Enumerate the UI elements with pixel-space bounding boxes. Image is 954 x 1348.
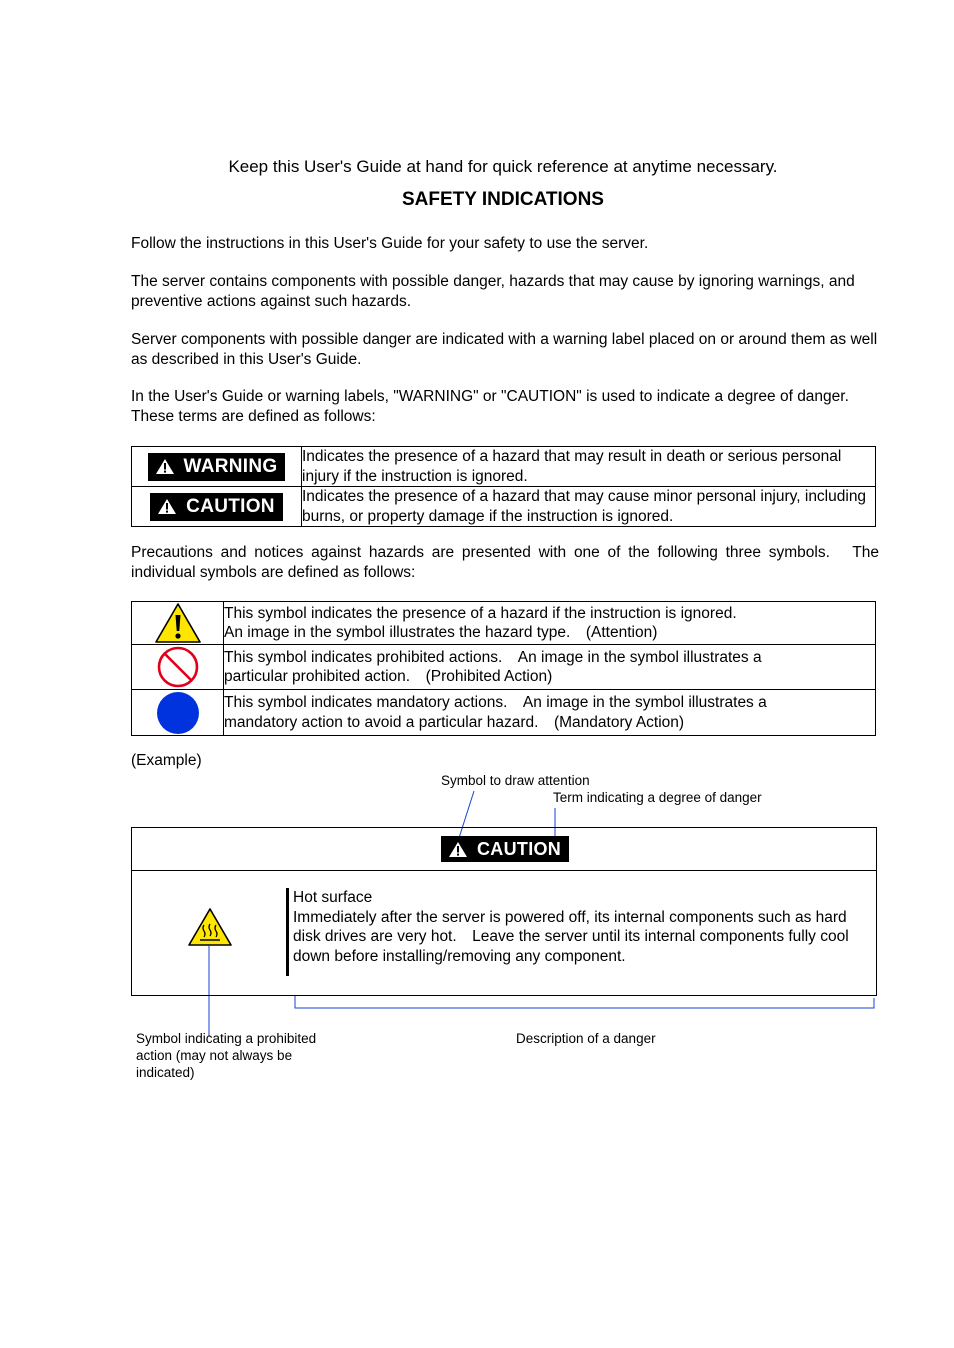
hot-surface-icon (187, 907, 233, 947)
warning-label: WARNING (183, 455, 278, 477)
example-caution-badge (441, 836, 569, 862)
paragraph-1: Follow the instructions in this User's Guide for your safety to use the server. (131, 235, 649, 252)
intro-text: Keep this User's Guide at hand for quick reference at anytime necessary. (228, 157, 778, 176)
callout-prohibited-symbol: Symbol indicating a prohibited action (may not always be indicated) (136, 1031, 317, 1080)
example-label: (Example) (131, 752, 202, 769)
example-header (132, 828, 876, 871)
page-title: SAFETY INDICATIONS (402, 189, 604, 210)
callout-symbol-to-draw-attention: Symbol to draw attention (441, 773, 590, 788)
mandatory-line-2: mandatory action to avoid a particular hazard. (Mandatory Action) (224, 713, 685, 731)
paragraph-3: Server components with possible danger are indicated with a warning label placed on or around them as well as described in this User's Guide. (131, 331, 878, 368)
mandatory-line-1: This symbol indicates mandatory actions. An image in the symbol illustrates a (224, 694, 767, 711)
hot-surface-heading: Hot surface (293, 889, 373, 906)
caution-label: CAUTION (186, 495, 275, 517)
paragraph-2: The server contains components with possible danger, hazards that may cause by ignoring warnings, and preventive actions against such hazards. (131, 273, 855, 310)
example-caution-label: CAUTION (477, 838, 562, 859)
attention-line-2: An image in the symbol illustrates the hazard type. (Attention) (224, 624, 658, 641)
callout-description-of-danger: Description of a danger (516, 1031, 656, 1046)
example-caution-box (131, 827, 877, 996)
warning-triangle-icon (448, 841, 468, 858)
prohibited-line-2: particular prohibited action. (Prohibited Action) (224, 668, 553, 685)
description-bar (286, 888, 289, 976)
symbols-intro: Precautions and notices against hazards are presented with one of the following three symbols. The individual symbols are defined as follows: (131, 544, 879, 581)
hot-surface-body: Immediately after the server is powered off, its internal components such as hard disk drives are very hot. Leave the server until its internal components fully cool down before installing/removing any component. (293, 908, 849, 965)
attention-line-1: This symbol indicates the presence of a hazard if the instruction is ignored. (224, 604, 737, 622)
paragraph-4: In the User's Guide or warning labels, "WARNING" or "CAUTION" is used to indicate a degree of danger. These terms are defined as follows: (131, 388, 865, 425)
warning-description: Indicates the presence of a hazard that may result in death or serious personal injury if the instruction is ignored. (302, 447, 876, 487)
hot-surface-description (293, 888, 869, 966)
prohibited-line-1: This symbol indicates prohibited actions. An image in the symbol illustrates a (224, 648, 762, 666)
callout-term-degree-of-danger: Term indicating a degree of danger (553, 790, 762, 805)
caution-description: Indicates the presence of a hazard that may cause minor personal injury, including burns, or property damage if the instruction is ignored. (302, 487, 876, 527)
